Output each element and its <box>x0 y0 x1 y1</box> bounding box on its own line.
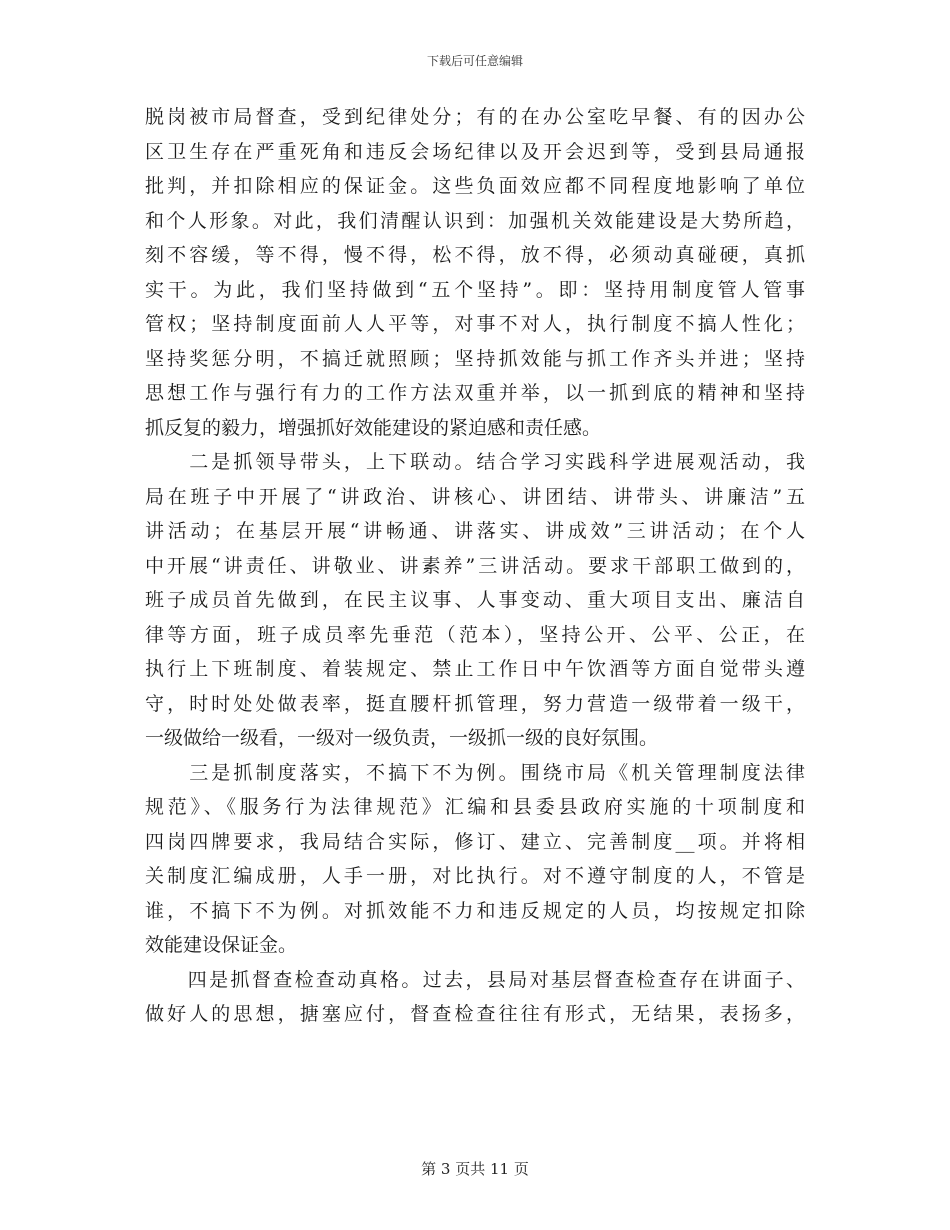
text-line: 规范》、《服务行为法律规范》汇编和县委县政府实施的十项制度和 <box>145 796 805 818</box>
text-line: 中开展“讲责任、讲敬业、讲素养”三讲活动。要求干部职工做到的， <box>145 554 805 577</box>
page-header: 下载后可任意编辑 <box>426 54 523 68</box>
text-line: 二是抓领导带头，上下联动。结合学习实践科学进展观活动，我 <box>145 451 805 473</box>
text-line: 脱岗被市局督查，受到纪律处分；有的在办公室吃早餐、有的因办公 <box>145 106 805 128</box>
text-line: 批判，并扣除相应的保证金。这些负面效应都不同程度地影响了单位 <box>145 175 805 197</box>
text-line: 局在班子中开展了“讲政治、讲核心、讲团结、讲带头、讲廉洁”五 <box>145 485 805 508</box>
text-line: 执行上下班制度、着装规定、禁止工作日中午饮酒等方面自觉带头遵 <box>145 658 805 680</box>
text-line: 四是抓督查检查动真格。过去，县局对基层督查检查存在讲面子、 <box>145 968 805 991</box>
text-line: 谁，不搞下不为例。对抓效能不力和违反规定的人员，均按规定扣除 <box>145 899 805 922</box>
text-line: 实干。为此，我们坚持做到“五个坚持”。即：坚持用制度管人管事 <box>145 278 805 301</box>
text-line: 思想工作与强行有力的工作方法双重并举，以一抓到底的精神和坚持 <box>145 382 805 404</box>
text-line: 做好人的思想，搪塞应付，督查检查往往有形式，无结果，表扬多， <box>145 1003 805 1025</box>
text-line: 班子成员首先做到，在民主议事、人事变动、重大项目支出、廉洁自 <box>145 589 805 611</box>
text-line: 律等方面，班子成员率先垂范（范本），坚持公开、公平、公正，在 <box>145 623 805 646</box>
text-line: 刻不容缓，等不得，慢不得，松不得，放不得，必须动真碰硬，真抓 <box>145 244 805 266</box>
text-line: 三是抓制度落实，不搞下不为例。围绕市局《机关管理制度法律 <box>145 761 805 784</box>
page-number: 第 3 页共 11 页 <box>421 1160 529 1178</box>
text-line: 讲活动；在基层开展“讲畅通、讲落实、讲成效”三讲活动；在个人 <box>145 520 805 542</box>
document-body <box>145 100 805 1032</box>
text-line: 和个人形象。对此，我们清醒认识到：加强机关效能建设是大势所趋， <box>145 209 805 232</box>
text-line: 坚持奖惩分明，不搞迁就照顾；坚持抓效能与抓工作齐头并进；坚持 <box>145 347 805 370</box>
text-line: 一级做给一级看，一级对一级负责，一级抓一级的良好氛围。 <box>145 727 659 749</box>
text-line: 抓反复的毅力，增强抓好效能建设的紧迫感和责任感。 <box>145 416 602 439</box>
text-line: 管权；坚持制度面前人人平等，对事不对人，执行制度不搞人性化； <box>145 313 805 335</box>
text-line: 效能建设保证金。 <box>145 934 298 956</box>
text-line: 四岗四牌要求，我局结合实际，修订、建立、完善制度__项。并将相 <box>145 830 805 853</box>
text-line: 守，时时处处做表率，挺直腰杆抓管理，努力营造一级带着一级干， <box>145 692 805 715</box>
text-line: 关制度汇编成册，人手一册，对比执行。对不遵守制度的人，不管是 <box>145 865 805 887</box>
text-line: 区卫生存在严重死角和违反会场纪律以及开会迟到等，受到县局通报 <box>145 140 805 163</box>
